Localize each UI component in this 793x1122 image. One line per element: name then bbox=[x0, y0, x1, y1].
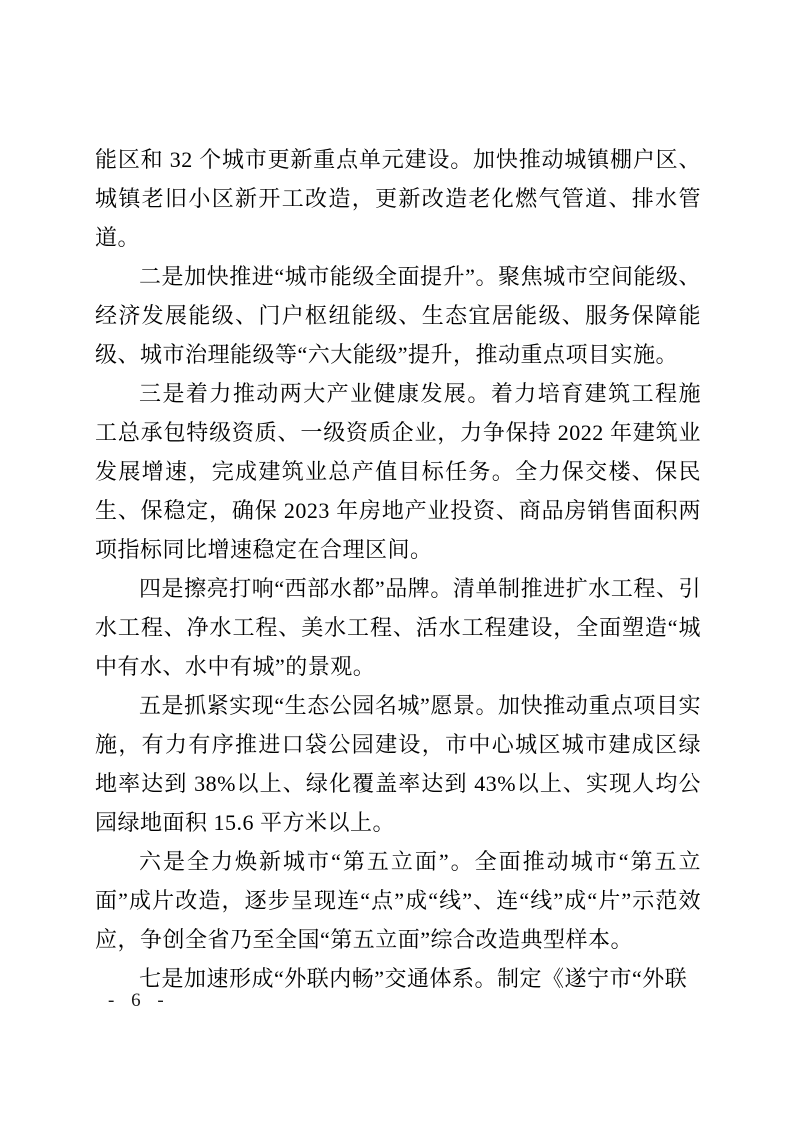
paragraph: 六是全力焕新城市“第五立面”。全面推动城市“第五立面”成片改造，逐步呈现连“点”成“线”、连“线”成“片”示范效应，争创全省乃至全国“第五立面”综合改造典型样本。 bbox=[95, 849, 701, 952]
paragraph: 二是加快推进“城市能级全面提升”。聚焦城市空间能级、经济发展能级、门户枢纽能级、生态宜居能级、服务保障能级、城市治理能级等“六大能级”提升，推动重点项目实施。 bbox=[95, 264, 701, 367]
paragraph: 四是擦亮打响“西部水都”品牌。清单制推进扩水工程、引水工程、净水工程、美水工程、活水工程建设，全面塑造“城中有水、水中有城”的景观。 bbox=[95, 576, 701, 679]
paragraph: 能区和 32 个城市更新重点单元建设。加快推动城镇棚户区、城镇老旧小区新开工改造，更新改造老化燃气管道、排水管道。 bbox=[95, 147, 701, 250]
document-body bbox=[95, 140, 701, 998]
paragraph: 五是抓紧实现“生态公园名城”愿景。加快推动重点项目实施，有力有序推进口袋公园建设，市中心城区城市建成区绿地率达到 38%以上、绿化覆盖率达到 43%以上、实现人均公园绿地面积 15.6 平方米以上。 bbox=[95, 693, 701, 835]
paragraph: 七是加速形成“外联内畅”交通体系。制定《遂宁市“外联 bbox=[139, 966, 688, 991]
page-number: - 6 - bbox=[108, 990, 170, 1011]
paragraph: 三是着力推动两大产业健康发展。着力培育建筑工程施工总承包特级资质、一级资质企业，力争保持 2022 年建筑业发展增速，完成建筑业总产值目标任务。全力保交楼、保民生、保稳定，确保 2023 年房地产业投资、商品房销售面积两项指标同比增速稳定在合理区间。 bbox=[95, 381, 701, 562]
